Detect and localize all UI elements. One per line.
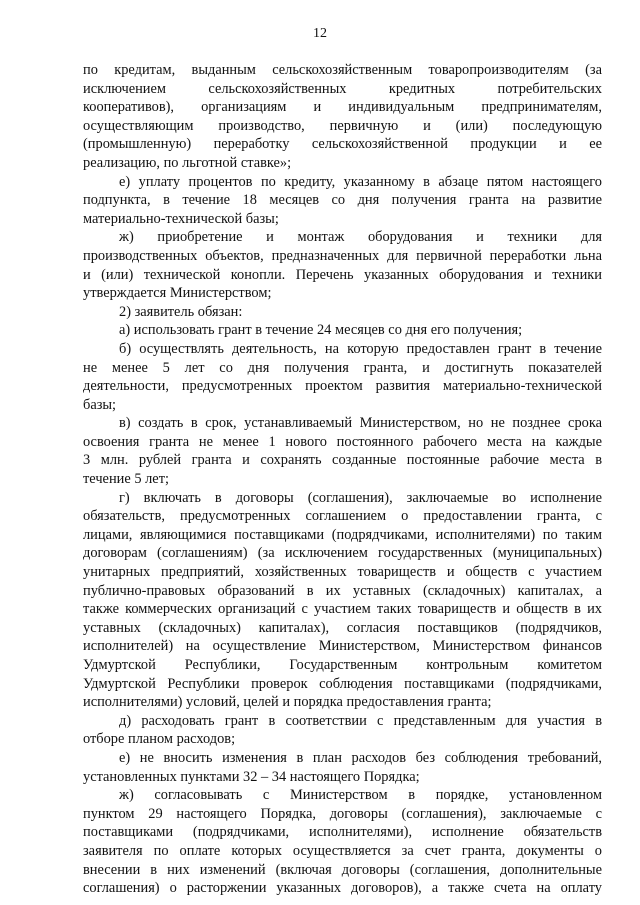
text-line: Удмуртской Республики проверок соблюдения поставщиками (подрядчиками, — [83, 675, 602, 692]
text-line: течение 5 лет; — [83, 471, 169, 488]
paragraph — [83, 489, 602, 712]
text-line: исключением сельскохозяйственных кредитных потребительских — [83, 80, 602, 97]
paragraph — [83, 786, 602, 898]
paragraph — [83, 228, 602, 302]
text-line: исполнителями) условий, целей и порядка предоставления гранта; — [83, 694, 492, 711]
text-line: а) использовать грант в течение 24 месяцев со дня его получения; — [119, 322, 523, 339]
text-line: ж) согласовывать с Министерством в порядке, установленном — [119, 787, 602, 804]
document-body — [83, 61, 602, 898]
text-line: и (или) технической конопли. Перечень указанных оборудования и техники — [83, 266, 602, 283]
text-line: договорам (соглашениям) (за исключением государственных (муниципальных) — [83, 545, 602, 562]
text-line: (промышленную) переработку сельскохозяйственной продукции и ее — [83, 136, 602, 153]
paragraph — [83, 749, 602, 786]
text-line: 2) заявитель обязан: — [119, 303, 243, 320]
text-line: базы; — [83, 396, 117, 413]
text-line: д) расходовать грант в соответствии с представленным для участия в — [119, 712, 602, 729]
text-line: уставных (складочных) капиталах), согласия поставщиков (подрядчиков, — [83, 619, 602, 636]
text-line: осуществляющим производство, первичную и (или) последующую — [83, 117, 602, 134]
text-line: пунктом 29 настоящего Порядка, договоры (соглашения), заключаемые с — [83, 805, 602, 822]
paragraph — [83, 321, 602, 340]
paragraph — [83, 173, 602, 229]
text-line: 3 млн. рублей гранта и сохранять созданные постоянные рабочие места в — [83, 452, 602, 469]
text-line: е) не вносить изменения в план расходов без соблюдения требований, — [119, 749, 602, 766]
text-line: по кредитам, выданным сельскохозяйственным товаропроизводителям (за — [83, 62, 602, 78]
paragraph — [83, 712, 602, 749]
text-line: е) уплату процентов по кредиту, указанному в абзаце пятом настоящего — [119, 173, 602, 190]
text-line: утверждается Министерством; — [83, 285, 272, 302]
text-line: реализацию, по льготной ставке»; — [83, 154, 292, 171]
text-line: освоения гранта не менее 1 нового постоянного рабочего места на каждые — [83, 433, 602, 450]
text-line: исполнителей) на осуществление Министерством, Министерством финансов — [83, 638, 602, 655]
text-line: б) осуществлять деятельность, на которую предоставлен грант в течение — [119, 340, 602, 357]
paragraph — [83, 303, 602, 322]
text-line: кооперативов), организациям и индивидуальным предпринимателям, — [83, 99, 602, 116]
text-line: г) включать в договоры (соглашения), заключаемые во исполнение — [119, 489, 602, 506]
text-line: Удмуртской Республики, Государственным контрольным комитетом — [83, 657, 602, 673]
text-line: поставщиками (подрядчиками, исполнителями), исполнение обязательств — [83, 824, 602, 841]
text-line: подпункта, в течение 18 месяцев со дня получения гранта на развитие — [83, 192, 602, 209]
text-line: заявителя по оплате которых осуществляется за счет гранта, документы о — [83, 842, 602, 859]
text-line: унитарных предприятий, хозяйственных товариществ и обществ с участием — [83, 564, 602, 581]
text-line: внесении в них изменений (включая договоры (соглашения, дополнительные — [83, 861, 602, 878]
text-line: лицами, являющимися поставщиками (подрядчиками, исполнителями) по таким — [83, 526, 602, 543]
text-line: публично-правовых образований в их уставных (складочных) капиталах, а — [83, 582, 602, 599]
paragraph — [83, 61, 602, 173]
page-number: 12 — [313, 26, 327, 41]
text-line: также коммерческих организаций с участием таких товариществ и обществ в их — [83, 601, 602, 618]
text-line: материально-технической базы; — [83, 210, 279, 227]
text-line: деятельности, предусмотренных проектом развития материально-технической — [83, 378, 602, 395]
text-line: производственных объектов, предназначенных для первичной переработки льна — [83, 247, 602, 264]
text-line: обязательств, предусмотренных соглашением о предоставлении гранта, с — [83, 508, 602, 525]
text-line: соглашения) о расторжении указанных договоров), а также счета на оплату — [83, 880, 602, 897]
text-line: в) создать в срок, устанавливаемый Министерством, но не позднее срока — [119, 415, 602, 432]
text-line: отборе планом расходов; — [83, 731, 236, 748]
paragraph — [83, 414, 602, 488]
text-line: установленных пунктами 32 – 34 настоящего Порядка; — [83, 768, 420, 785]
paragraph — [83, 340, 602, 414]
text-line: ж) приобретение и монтаж оборудования и техники для — [119, 229, 602, 246]
text-line: не менее 5 лет со дня получения гранта, и достигнуть показателей — [83, 359, 602, 376]
